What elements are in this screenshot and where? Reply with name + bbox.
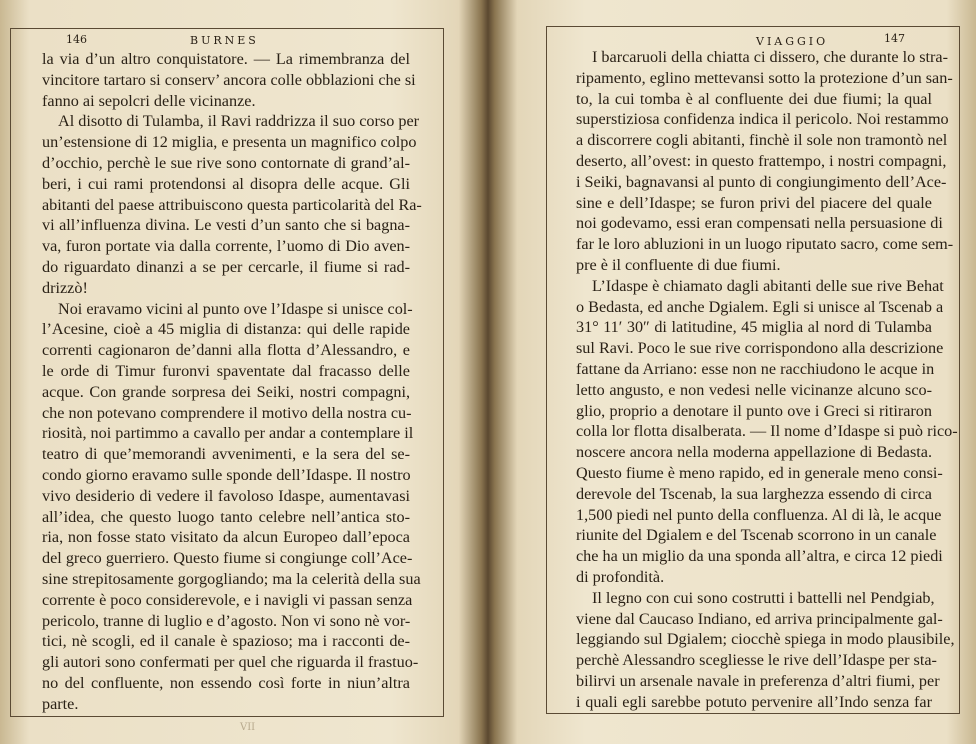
text-line: tici, nè scogli, ed il canale è spazioso; ma i racconti de- (42, 632, 410, 651)
text-line: 1,500 piedi nel punto della confluenza. Al di là, le acque (576, 505, 942, 524)
text-line: teatro di que’memorandi avvenimenti, e la sera del se- (42, 445, 410, 464)
text-line: all’idea, che questo luogo tanto celebre nell’antica sto- (42, 507, 410, 526)
text-line: che non potevano comprendere il motivo della nostra cu- (42, 403, 412, 422)
text-line: ripamento, eglino mettevansi sotto la protezione d’un san- (576, 68, 953, 87)
text-line: condo giorno eravamo sulle sponde dell’Idaspe. Il nostro (42, 465, 411, 484)
text-line: vivo desiderio di vedere il favoloso Idaspe, aumentavasi (42, 486, 410, 505)
text-line: acque. Con grande sorpresa dei Seiki, nostri compagni, (42, 382, 410, 401)
text-line: abitanti del paese attribuiscono questa particolarità del Ra- (42, 195, 422, 214)
text-line: Al disotto di Tulamba, il Ravi raddrizza il suo corso per (58, 112, 420, 131)
text-line: va, furon portate via dalla corrente, l’uomo di Dio aven- (42, 237, 410, 256)
text-line: a discorrere cogli abitanti, finchè il sole non tramontò nel (576, 131, 948, 150)
text-line: noi godevamo, essi eran compensati nella persuasione di (576, 214, 943, 233)
text-line: to, la cui tomba è al confluente dei due fiumi; la qual (576, 89, 932, 108)
text-line: sine e dell’Idaspe; se furon privi del piacere del quale (576, 193, 932, 212)
text-line: noscere ancora nella moderna appellazione di Bedasta. (576, 443, 932, 462)
right-page (488, 0, 976, 744)
text-line: i quali egli sarebbe potuto pervenire all’Indo senza far (576, 692, 932, 711)
text-line: glio, proprio a denotare il punto ove i Greci si ritiraron (576, 401, 932, 420)
page-number: 147 (884, 32, 905, 45)
text-line: I barcaruoli della chiatta ci dissero, che durante lo stra- (592, 48, 948, 66)
text-line: un’estensione di 12 miglia, e presenta un magnifico colpo (42, 133, 417, 152)
text-line: vi all’influenza divina. Le vesti d’un santo che si bagna- (42, 216, 410, 235)
body-text (576, 47, 958, 713)
text-line: letto angusto, e non vedesi nelle vicinanze alcuno sco- (576, 380, 932, 399)
text-line: di profondità. (576, 567, 665, 586)
text-line: sul Ravi. Poco le sue rive corrispondono alla descrizione (576, 339, 944, 358)
text-line: far le loro abluzioni in un luogo riputato sacro, come sem- (576, 235, 954, 254)
footer-mark: VII (240, 722, 256, 733)
text-line: L’Idaspe è chiamato dagli abitanti delle sue rive Behat (592, 276, 944, 295)
text-line: bilirvi un arsenale navale in preferenza d’altri fiumi, per (576, 671, 940, 690)
text-line: che ha un miglio da una sponda all’altra, e circa 12 piedi (576, 547, 943, 566)
text-line: Questo fiume è meno rapido, ed in generale meno consi- (576, 463, 943, 482)
text-line: perchè Alessandro scegliesse le rive dell’Idaspe per sta- (576, 651, 937, 670)
text-line: la via d’un altro conquistatore. — La rimembranza del (42, 50, 410, 68)
text-line: pre è il confluente di due fiumi. (576, 255, 781, 274)
text-line: Il legno con cui sono costrutti i battelli nel Pendgiab, (592, 588, 935, 607)
text-line: l’Acesine, cioè a 45 miglia di distanza: qui delle rapide (42, 320, 410, 339)
text-line: deserto, all’ovest: in questo frattempo, i nostri compagni, (576, 151, 947, 170)
text-line: i Seiki, bagnavansi al punto di congiungimento dell’Ace- (576, 172, 947, 191)
text-line: sine strepitosamente gorgogliando; ma la celerità della sua (42, 569, 421, 588)
text-line: derevole del Tscenab, la sua larghezza essendo di circa (576, 484, 932, 503)
text-line: parte. (42, 694, 79, 713)
text-line: del greco guerriero. Questo fiume si congiunge coll’Ace- (42, 549, 413, 568)
text-line: fattane da Arriano: esse non ne racchiudono le acque in (576, 359, 935, 378)
text-line: corrente è poco considerevole, e i navigli vi passan senza (42, 590, 413, 609)
text-line: riunite del Dgialem e del Tscenab scorrono in un canale (576, 526, 937, 545)
text-line: 31° 11′ 30″ di latitudine, 45 miglia al nord di Tulamba (576, 318, 932, 337)
page-number: 146 (66, 33, 87, 46)
running-head: BURNES (190, 34, 259, 47)
text-line: superstiziosa confidenza indica il pericolo. Noi restammo (576, 110, 949, 129)
text-line: pericolo, tranne di luglio e d’agosto. Non vi sono nè vor- (42, 611, 411, 630)
text-line: drizzò! (42, 278, 88, 297)
text-line: o Bedasta, ed anche Dgialem. Egli si unisce al Tscenab a (576, 297, 944, 316)
text-line: do riguardato dinanzi a se per cercarle, il fiume si rad- (42, 257, 410, 276)
text-line: fanno ai sepolcri delle vicinanze. (42, 91, 256, 110)
text-line: d’occhio, perchè le sue rive sono contornate di grand’al- (42, 153, 410, 172)
text-line: no del confluente, non essendo così forte in niun’altra (42, 673, 410, 692)
text-line: riosità, noi partimmo a cavallo per andar a contemplare il (42, 424, 414, 443)
text-line: leggiando sul Dgialem; ciocchè spiega in modo plausibile, (576, 630, 955, 649)
text-line: le orde di Timur furonvi spaventate dal fracasso delle (42, 361, 410, 380)
text-line: colla lor flotta disalberata. — Il nome d’Idaspe si può rico- (576, 422, 958, 441)
text-line: ria, non fosse stato visitato da alcun Europeo dall’epoca (42, 528, 410, 547)
text-line: gli autori sono confermati per quel che riguarda il frastuo- (42, 653, 419, 672)
text-line: vincitore tartaro si conserv’ ancora colle obblazioni che si (42, 70, 416, 89)
running-head: VIAGGIO (756, 35, 829, 48)
body-text (42, 49, 422, 715)
text-line: Noi eravamo vicini al punto ove l’Idaspe si unisce col- (58, 299, 413, 318)
text-line: correnti cagionaron de’danni alla flotta d’Alessandro, e (42, 341, 410, 360)
text-line: viene dal Caucaso Indiano, ed arriva principalmente gal- (576, 609, 943, 628)
text-line: beri, i cui rami protendonsi al disopra delle acque. Gli (42, 174, 410, 193)
